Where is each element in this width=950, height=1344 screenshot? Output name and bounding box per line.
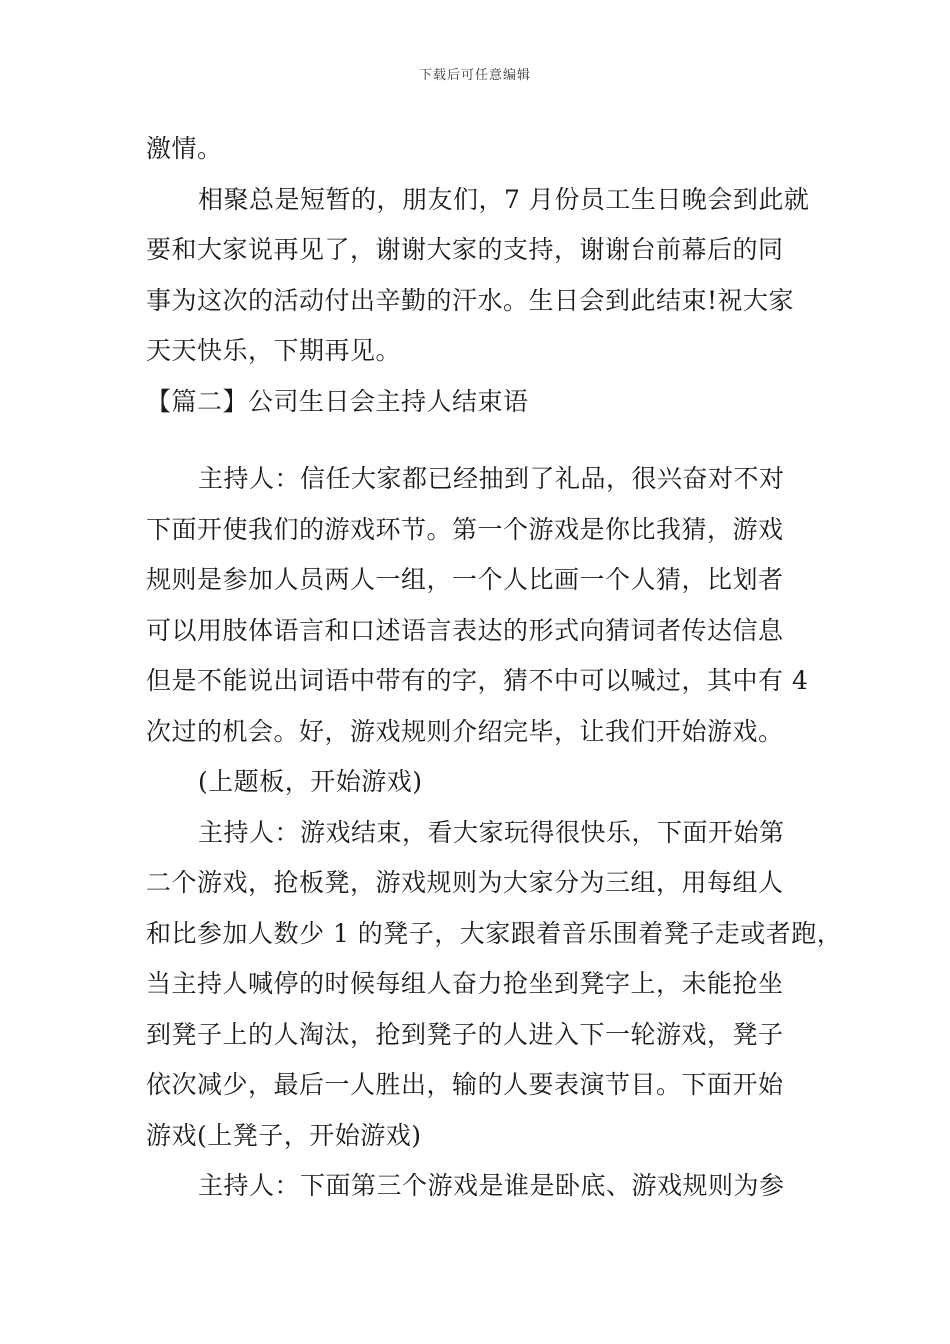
paragraph-line: 要和大家说再见了，谢谢大家的支持，谢谢台前幕后的同 [146, 235, 784, 264]
paragraph-line: 天天快乐，下期再见。 [146, 336, 402, 365]
paragraph-line: 主持人：信任大家都已经抽到了礼品，很兴奋对不对 [198, 464, 785, 493]
paragraph-line: 事为这次的活动付出辛勤的汗水。生日会到此结束!祝大家 [146, 285, 795, 315]
paragraph-line: 相聚总是短暂的，朋友们，7 月份员工生日晚会到此就 [198, 184, 810, 214]
paragraph-line: 规则是参加人员两人一组，一个人比画一个人猜，比划者 [146, 565, 784, 594]
paragraph-line: 到凳子上的人淘汰，抢到凳子的人进入下一轮游戏，凳子 [146, 1019, 784, 1049]
paragraph-line: 但是不能说出词语中带有的字，猜不中可以喊过，其中有 4 [146, 666, 809, 695]
paragraph-line: 次过的机会。好，游戏规则介绍完毕，让我们开始游戏。 [146, 716, 784, 746]
page-header: 下载后可任意编辑 [418, 68, 531, 83]
paragraph-line: 和比参加人数少 1 的凳子，大家跟着音乐围着凳子走或者跑， [146, 918, 843, 948]
paragraph-line: 主持人：游戏结束，看大家玩得很快乐，下面开始第 [198, 817, 785, 847]
section-title: 【篇二】公司生日会主持人结束语 [146, 386, 529, 416]
paragraph-line: 下面开使我们的游戏环节。第一个游戏是你比我猜，游戏 [146, 514, 784, 544]
paragraph-line: 可以用肢体语言和口述语言表达的形式向猜词者传达信息 [146, 615, 784, 645]
paragraph-line: 主持人：下面第三个游戏是谁是卧底、游戏规则为参 [198, 1171, 785, 1200]
paragraph-line: 二个游戏，抢板凳，游戏规则为大家分为三组，用每组人 [146, 868, 784, 897]
blank-spacer [146, 427, 824, 454]
document-body [146, 124, 843, 1212]
paragraph-line: 游戏(上凳子，开始游戏) [146, 1120, 422, 1150]
paragraph-line: (上题板，开始游戏) [198, 767, 423, 796]
paragraph-line: 依次减少，最后一人胜出，输的人要表演节目。下面开始 [146, 1070, 784, 1099]
paragraph-line: 激情。 [146, 134, 223, 163]
paragraph-line: 当主持人喊停的时候每组人奋力抢坐到凳字上，未能抢坐 [146, 969, 784, 998]
